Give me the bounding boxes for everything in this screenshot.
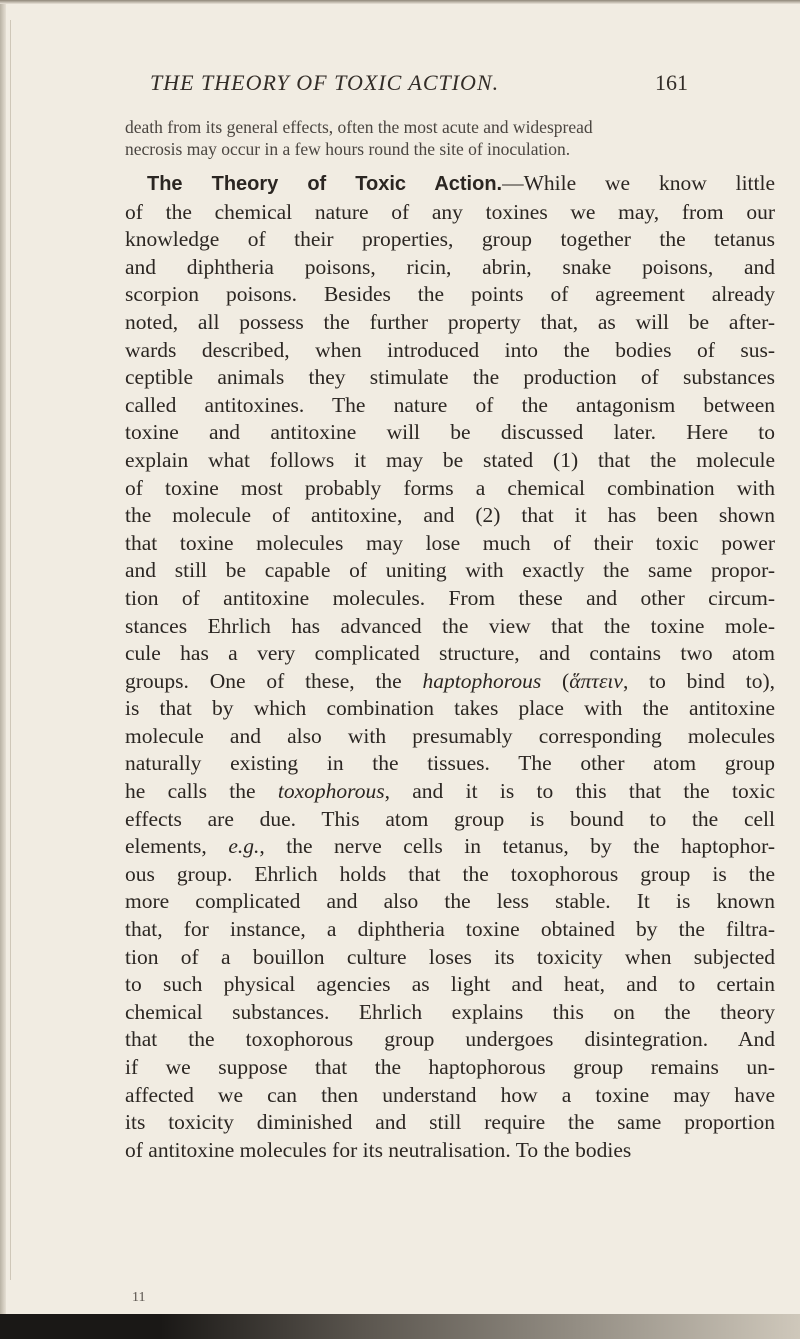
text-line: ceptible animals they stimulate the production of substances <box>125 365 775 390</box>
text-line: that toxine molecules may lose much of their toxic power <box>125 530 775 555</box>
text-line: and diphtheria poisons, ricin, abrin, snake poisons, and <box>125 254 775 279</box>
text-line: knowledge of their properties, group together the tetanus <box>125 227 775 252</box>
text-line: molecule and also with presumably corresponding molecules <box>125 723 775 748</box>
page-bottom-edge <box>0 1314 800 1339</box>
line-segment: ( <box>541 668 570 693</box>
page-spine-shadow <box>0 0 6 1339</box>
line-segment: , to bind to), <box>622 668 775 693</box>
text-line: of antitoxine molecules for its neutralisation. To the bodies <box>125 1137 632 1162</box>
text-line: of the chemical nature of any toxines we may, from our <box>125 199 775 224</box>
running-head: THE THEORY OF TOXIC ACTION. <box>150 70 500 95</box>
text-line: the molecule of antitoxine, and (2) that it has been shown <box>125 503 775 528</box>
section-first-line <box>125 170 775 199</box>
term-haptophorous: haptophorous <box>422 668 542 693</box>
text-line: of toxine most probably forms a chemical combination with <box>125 475 775 500</box>
toxophorous-line <box>125 778 775 806</box>
section-heading: The Theory of Toxic Action. <box>147 173 503 195</box>
text-line: naturally existing in the tissues. The other atom group <box>125 751 775 776</box>
term-eg: e.g. <box>228 834 260 859</box>
text-line: if we suppose that the haptophorous group remains un- <box>125 1055 775 1079</box>
text-line: cule has a very complicated structure, and contains two atom <box>125 641 775 666</box>
haptophorous-line <box>125 668 775 696</box>
text-line: that, for instance, a diphtheria toxine obtained by the filtra- <box>125 917 775 942</box>
text-line: toxine and antitoxine will be discussed later. Here to <box>125 420 775 445</box>
text-line: stances Ehrlich has advanced the view that the toxine mole- <box>125 613 775 638</box>
line-segment: , and it is to this that the toxic <box>384 779 775 804</box>
page-top-edge <box>0 0 800 4</box>
text-line: its toxicity diminished and still require the same proportion <box>125 1110 775 1135</box>
text-line: ous group. Ehrlich holds that the toxophorous group is the <box>125 861 775 886</box>
text-line: explain what follows it may be stated (1) that the molecule <box>125 447 775 472</box>
text-line: effects are due. This atom group is bound to the cell <box>125 806 775 831</box>
line-segment: he calls the <box>125 779 278 804</box>
text-line: that the toxophorous group undergoes disintegration. And <box>125 1027 775 1052</box>
signature-mark: 11 <box>132 1290 146 1305</box>
text-line: necrosis may occur in a few hours round the site of inoculation. <box>125 139 571 159</box>
text-line: more complicated and also the less stable. It is known <box>125 889 775 914</box>
line-segment: groups. One of these, the <box>125 668 423 693</box>
text-line: to such physical agencies as light and heat, and to certain <box>125 972 775 997</box>
section-lead-in: —While we know little <box>502 171 776 195</box>
page-gutter-line <box>10 20 11 1280</box>
text-line: scorpion poisons. Besides the points of agreement already <box>125 282 775 307</box>
continued-paragraph <box>125 116 765 160</box>
text-line: tion of antitoxine molecules. From these and other circum- <box>125 585 775 610</box>
text-line: noted, all possess the further property that, as will be after- <box>125 309 775 334</box>
eg-line <box>125 833 775 861</box>
text-line: wards described, when introduced into the bodies of sus- <box>125 337 775 362</box>
text-line: chemical substances. Ehrlich explains this on the theory <box>125 999 775 1024</box>
text-line: and still be capable of uniting with exactly the same propor- <box>125 558 775 583</box>
section-body <box>125 170 775 1164</box>
text-line: affected we can then understand how a toxine may have <box>125 1082 775 1107</box>
text-line: death from its general effects, often the most acute and widespread <box>125 117 593 137</box>
term-toxophorous: toxophorous <box>277 779 385 804</box>
text-line: tion of a bouillon culture loses its toxicity when subjected <box>125 944 775 969</box>
text-line: called antitoxines. The nature of the antagonism between <box>125 392 775 417</box>
line-segment: , the nerve cells in tetanus, by the haptophor- <box>259 834 775 859</box>
text-line: is that by which combination takes place with the antitoxine <box>125 696 775 721</box>
line-segment: elements, <box>125 834 229 859</box>
page-number: 161 <box>655 70 688 95</box>
greek-word: ἅπτειν <box>569 668 623 693</box>
